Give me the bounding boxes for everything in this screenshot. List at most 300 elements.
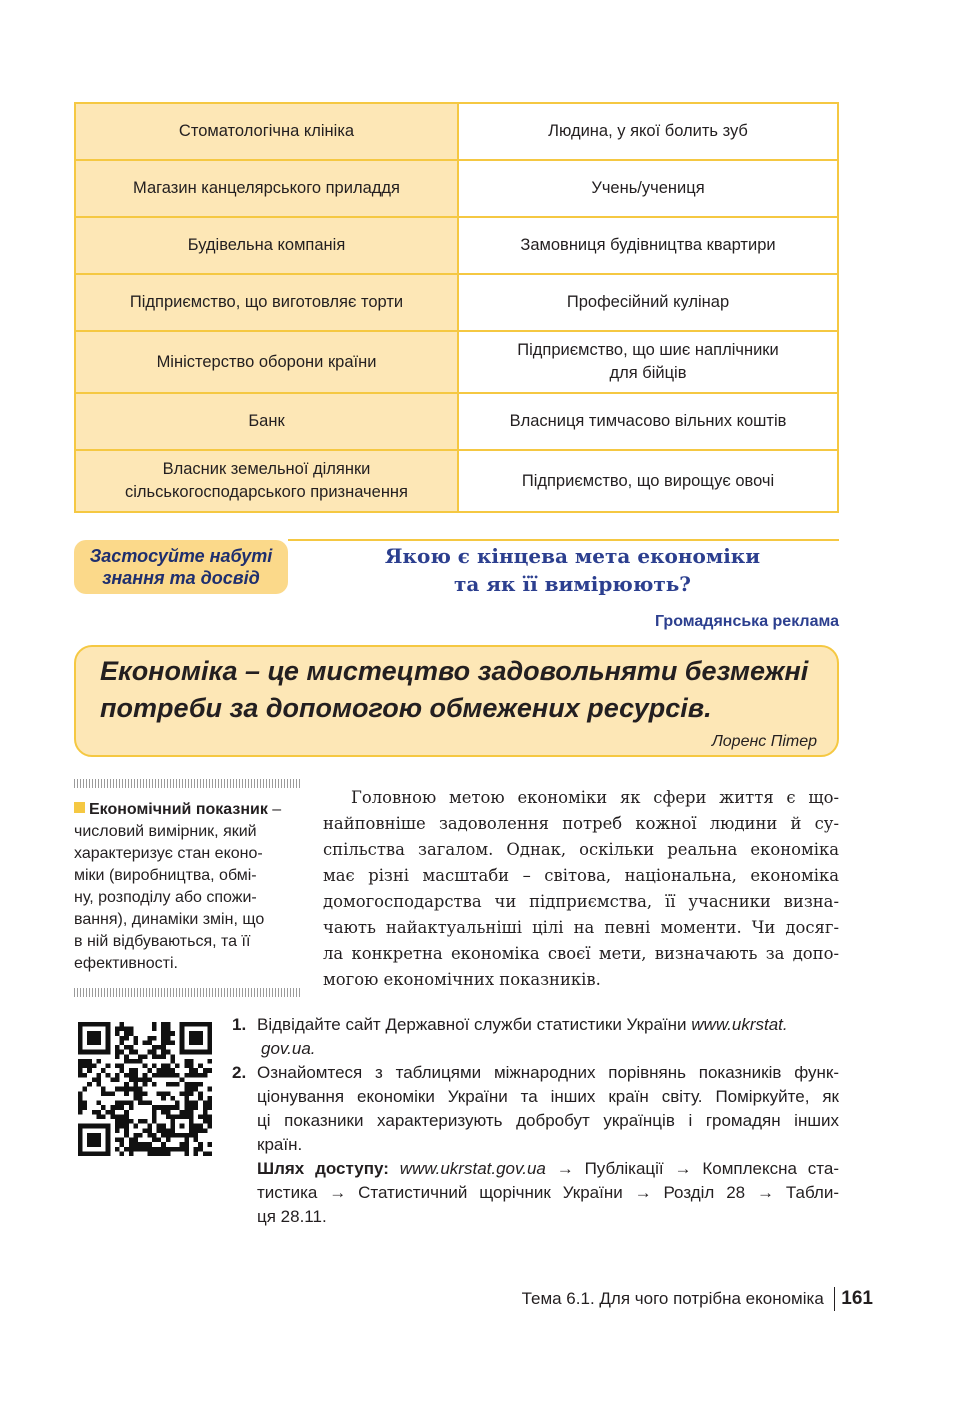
qr-module (207, 1124, 212, 1129)
definition-line: міки (виробництва, обмі- (74, 867, 257, 884)
qr-module (166, 1138, 171, 1143)
qr-module (78, 1101, 83, 1106)
qr-module (184, 1096, 189, 1101)
qr-module (152, 1022, 157, 1027)
qr-module (161, 1128, 166, 1133)
qr-module (180, 1142, 185, 1147)
qr-module (175, 1073, 180, 1078)
qr-module (184, 1110, 189, 1115)
qr-finder-inner (87, 1133, 101, 1147)
badge-line-1: Застосуйте набуті (89, 546, 273, 566)
qr-module (115, 1077, 120, 1082)
cell-text-line: Міністерство оборони країни (156, 352, 377, 371)
qr-module (170, 1031, 175, 1036)
qr-module (207, 1087, 212, 1092)
section-title (330, 542, 815, 598)
qr-module (143, 1040, 148, 1045)
qr-align-inner (180, 1124, 185, 1129)
qr-module (138, 1077, 143, 1082)
qr-module (184, 1091, 189, 1096)
access-path-label: Шлях доступу: (257, 1159, 389, 1178)
qr-module (115, 1119, 120, 1124)
qr-module (161, 1105, 166, 1110)
table-cell-organization (75, 160, 458, 217)
qr-finder-inner (189, 1031, 203, 1045)
qr-module (166, 1082, 171, 1087)
qr-module (120, 1138, 125, 1143)
qr-module (166, 1040, 171, 1045)
qr-module (198, 1124, 203, 1129)
table-cell-organization (75, 331, 458, 393)
qr-module (161, 1091, 166, 1096)
qr-module (115, 1128, 120, 1133)
qr-module (110, 1091, 115, 1096)
qr-module (152, 1050, 157, 1055)
qr-module (152, 1036, 157, 1041)
cell-text-line: для бійців (609, 364, 687, 382)
qr-module (166, 1022, 171, 1027)
qr-module (175, 1064, 180, 1069)
definition-text (74, 821, 301, 975)
paragraph-line: Головною метою економіки як сфери життя є що- (351, 788, 839, 807)
qr-module (129, 1077, 134, 1082)
paragraph-line: має різні масштаби – світова, національна, економіка (323, 866, 839, 885)
qr-module (147, 1050, 152, 1055)
cell-text-line: Підприємство, що вирощує овочі (521, 471, 775, 490)
qr-module (124, 1054, 129, 1059)
qr-module (96, 1077, 101, 1082)
cell-text-line: Стоматологічна клініка (178, 122, 355, 140)
qr-module (124, 1133, 129, 1138)
qr-module (124, 1091, 129, 1096)
qr-module (133, 1050, 138, 1055)
qr-module (152, 1151, 157, 1156)
qr-module (124, 1110, 129, 1115)
qr-module (138, 1091, 143, 1096)
qr-module (124, 1101, 129, 1106)
qr-module (161, 1133, 166, 1138)
qr-module (115, 1147, 120, 1152)
task-2-line: ці показники характеризують добробут українців і громадян інших (257, 1111, 839, 1130)
qr-module (147, 1068, 152, 1073)
qr-module (166, 1050, 171, 1055)
qr-module (115, 1114, 120, 1119)
qr-module (189, 1105, 194, 1110)
qr-module (198, 1096, 203, 1101)
cell-text-line: Підприємство, що шиє наплічники (517, 341, 779, 359)
page-number: 161 (841, 1288, 873, 1309)
qr-module (189, 1064, 194, 1069)
paragraph-line: могою економічних показників. (323, 970, 601, 989)
qr-module (161, 1036, 166, 1041)
qr-module (106, 1064, 111, 1069)
qr-module (203, 1073, 208, 1078)
qr-module (143, 1128, 148, 1133)
qr-module (207, 1114, 212, 1119)
qr-module (124, 1124, 129, 1129)
qr-module (207, 1059, 212, 1064)
qr-module (120, 1027, 125, 1032)
qr-module (194, 1138, 199, 1143)
qr-module (152, 1073, 157, 1078)
qr-module (115, 1124, 120, 1129)
qr-module (124, 1027, 129, 1032)
qr-module (124, 1114, 129, 1119)
access-path-line-1 (257, 1157, 839, 1181)
qr-module (170, 1059, 175, 1064)
definition-line: характеризує стан еконо- (74, 845, 263, 862)
qr-module (166, 1114, 171, 1119)
quote-author: Лоренс Пітер (711, 733, 817, 750)
qr-module (166, 1068, 171, 1073)
qr-module (194, 1133, 199, 1138)
qr-module (133, 1073, 138, 1078)
qr-module (92, 1110, 97, 1115)
qr-module (161, 1022, 166, 1027)
qr-module (115, 1138, 120, 1143)
table-cell-counterpart (458, 160, 838, 217)
qr-module (184, 1138, 189, 1143)
qr-module (184, 1087, 189, 1092)
access-path-link[interactable]: www.ukrstat.gov.ua (399, 1159, 546, 1178)
qr-module (170, 1054, 175, 1059)
qr-module (106, 1110, 111, 1115)
access-path-rest: → Публікації → Комплексна ста- (545, 1159, 839, 1178)
qr-module (198, 1064, 203, 1069)
task-list (232, 1013, 839, 1229)
qr-module (147, 1147, 152, 1152)
qr-module (138, 1147, 143, 1152)
quote-line-1: Економіка – це мистецтво задовольняти безмежні (100, 656, 809, 686)
qr-module (120, 1142, 125, 1147)
qr-module (143, 1101, 148, 1106)
qr-module (194, 1147, 199, 1152)
qr-module (157, 1124, 162, 1129)
qr-module (198, 1091, 203, 1096)
qr-module (101, 1091, 106, 1096)
qr-module (78, 1068, 83, 1073)
table-cell-counterpart (458, 450, 838, 512)
qr-module (152, 1114, 157, 1119)
qr-module (143, 1142, 148, 1147)
qr-module (152, 1064, 157, 1069)
sidebar-top-rule (74, 779, 301, 788)
qr-module (157, 1147, 162, 1152)
qr-module (143, 1147, 148, 1152)
qr-module (110, 1105, 115, 1110)
cell-text-line: Замовниця будівництва квартири (520, 236, 776, 254)
qr-module (203, 1105, 208, 1110)
qr-module (207, 1151, 212, 1156)
qr-module (175, 1082, 180, 1087)
qr-code-icon[interactable] (78, 1022, 212, 1156)
qr-module (157, 1091, 162, 1096)
qr-module (133, 1142, 138, 1147)
qr-module (147, 1101, 152, 1106)
qr-module (161, 1073, 166, 1078)
qr-module (194, 1101, 199, 1106)
qr-module (161, 1068, 166, 1073)
qr-module (124, 1036, 129, 1041)
qr-module (120, 1114, 125, 1119)
qr-module (203, 1101, 208, 1106)
qr-module (96, 1101, 101, 1106)
qr-module (184, 1101, 189, 1106)
qr-module (147, 1124, 152, 1129)
qr-module (152, 1054, 157, 1059)
qr-module (166, 1027, 171, 1032)
qr-module (157, 1151, 162, 1156)
qr-module (120, 1068, 125, 1073)
qr-module (129, 1050, 134, 1055)
qr-module (170, 1068, 175, 1073)
paragraph-line: спільства загалом. Однак, оскільки реальна економіка (323, 840, 839, 859)
qr-module (198, 1082, 203, 1087)
qr-module (92, 1077, 97, 1082)
qr-module (138, 1096, 143, 1101)
qr-module (184, 1142, 189, 1147)
paragraph-line: домогосподарства чи підприємства, її учасники визна- (323, 892, 839, 911)
qr-module (166, 1105, 171, 1110)
qr-module (189, 1082, 194, 1087)
qr-module (203, 1128, 208, 1133)
qr-finder-inner (87, 1031, 101, 1045)
table-cell-organization (75, 450, 458, 512)
qr-module (161, 1040, 166, 1045)
qr-module (143, 1091, 148, 1096)
qr-module (203, 1151, 208, 1156)
qr-module (143, 1064, 148, 1069)
qr-module (129, 1105, 134, 1110)
qr-module (194, 1087, 199, 1092)
ukrstat-link[interactable]: www.ukrstat. (691, 1015, 788, 1034)
qr-module (115, 1105, 120, 1110)
qr-module (138, 1059, 143, 1064)
ukrstat-link-cont[interactable]: gov.ua. (261, 1039, 316, 1058)
qr-module (133, 1087, 138, 1092)
paragraph-line: найповніше задоволення потреб кожної людини й су- (323, 814, 839, 833)
qr-module (180, 1110, 185, 1115)
qr-module (83, 1087, 88, 1092)
cell-text-line: Людина, у якої болить зуб (548, 122, 748, 140)
definition-line: в ній відбуваються, та її (74, 933, 251, 950)
qr-module (129, 1068, 134, 1073)
table-row (75, 217, 838, 274)
cell-text-line: Учень/учениця (591, 179, 705, 197)
table-cell-organization (75, 393, 458, 450)
quote-box (74, 645, 839, 757)
qr-module (207, 1068, 212, 1073)
qr-module (129, 1101, 134, 1106)
qr-module (96, 1114, 101, 1119)
qr-module (147, 1077, 152, 1082)
qr-module (129, 1027, 134, 1032)
qr-module (124, 1059, 129, 1064)
qr-module (120, 1101, 125, 1106)
qr-module (189, 1087, 194, 1092)
quote-line-2: потреби за допомогою обмежених ресурсів. (100, 693, 712, 723)
qr-module (198, 1142, 203, 1147)
section-divider (288, 539, 839, 541)
qr-module (147, 1128, 152, 1133)
qr-module (198, 1114, 203, 1119)
qr-module (147, 1133, 152, 1138)
qr-module (184, 1059, 189, 1064)
definition-line: ефективності. (74, 955, 178, 972)
qr-module (203, 1068, 208, 1073)
task-2-line: ціонування економіки України та інших країн світу. Поміркуйте, як (257, 1087, 839, 1106)
qr-module (161, 1054, 166, 1059)
footer-topic: Тема 6.1. Для чого потрібна економіка (521, 1289, 824, 1308)
qr-module (170, 1105, 175, 1110)
qr-module (83, 1064, 88, 1069)
access-path-line-3: ця 28.11. (257, 1207, 327, 1226)
quote-text (100, 653, 810, 727)
cell-text-line: Магазин канцелярського приладдя (133, 179, 400, 197)
qr-module (184, 1082, 189, 1087)
qr-module (133, 1059, 138, 1064)
qr-module (157, 1068, 162, 1073)
qr-module (184, 1147, 189, 1152)
qr-module (152, 1045, 157, 1050)
match-table (74, 102, 839, 513)
definition-line: вання), динаміки змін, що (74, 911, 265, 928)
task-2-number: 2. (232, 1063, 247, 1082)
bullet-square-icon (74, 802, 85, 813)
qr-module (166, 1036, 171, 1041)
qr-module (120, 1040, 125, 1045)
qr-module (87, 1059, 92, 1064)
qr-module (115, 1073, 120, 1078)
qr-module (124, 1119, 129, 1124)
qr-module (161, 1050, 166, 1055)
paragraph-line: ла конкретна економіка своєї мети, визначають за допо- (323, 944, 839, 963)
definition-first-line (74, 799, 301, 821)
qr-module (83, 1101, 88, 1106)
qr-module (129, 1031, 134, 1036)
qr-module (96, 1082, 101, 1087)
apply-knowledge-badge (74, 540, 288, 594)
qr-module (198, 1073, 203, 1078)
qr-module (115, 1087, 120, 1092)
qr-module (78, 1059, 83, 1064)
qr-module (143, 1119, 148, 1124)
qr-module (189, 1101, 194, 1106)
qr-module (96, 1059, 101, 1064)
qr-module (194, 1082, 199, 1087)
task-2 (232, 1061, 839, 1229)
qr-module (157, 1105, 162, 1110)
qr-module (124, 1128, 129, 1133)
qr-module (170, 1147, 175, 1152)
qr-module (78, 1091, 83, 1096)
qr-module (161, 1027, 166, 1032)
qr-module (115, 1101, 120, 1106)
qr-module (143, 1077, 148, 1082)
qr-module (101, 1068, 106, 1073)
qr-module (175, 1147, 180, 1152)
qr-module (78, 1073, 83, 1078)
qr-module (124, 1082, 129, 1087)
qr-module (189, 1059, 194, 1064)
qr-module (138, 1087, 143, 1092)
qr-module (198, 1128, 203, 1133)
qr-module (175, 1105, 180, 1110)
qr-module (129, 1138, 134, 1143)
qr-module (78, 1105, 83, 1110)
qr-module (106, 1073, 111, 1078)
qr-module (207, 1096, 212, 1101)
qr-module (78, 1064, 83, 1069)
task-1-line-1 (257, 1013, 839, 1037)
table-row (75, 450, 838, 512)
qr-module (96, 1110, 101, 1115)
qr-module (133, 1036, 138, 1041)
qr-module (115, 1064, 120, 1069)
cell-text-line: Власниця тимчасово вільних коштів (509, 412, 787, 430)
table-row (75, 331, 838, 393)
qr-module (115, 1050, 120, 1055)
qr-module (138, 1133, 143, 1138)
qr-module (161, 1064, 166, 1069)
qr-module (115, 1054, 120, 1059)
task-2-text (257, 1061, 839, 1157)
qr-module (152, 1110, 157, 1115)
qr-module (157, 1138, 162, 1143)
qr-module (194, 1068, 199, 1073)
qr-module (194, 1073, 199, 1078)
qr-module (124, 1147, 129, 1152)
footer-separator (834, 1287, 836, 1311)
qr-module (120, 1087, 125, 1092)
qr-module (189, 1091, 194, 1096)
qr-module (166, 1110, 171, 1115)
table-body (75, 103, 838, 512)
qr-module (96, 1073, 101, 1078)
qr-module (138, 1101, 143, 1106)
qr-module (203, 1110, 208, 1115)
task-2-line: Ознайомтеся з таблицями міжнародних порівнянь показників функ- (257, 1063, 839, 1082)
qr-module (120, 1119, 125, 1124)
qr-module (152, 1119, 157, 1124)
qr-module (189, 1073, 194, 1078)
qr-module (189, 1110, 194, 1115)
main-paragraph (323, 785, 839, 993)
cell-text-line: Будівельна компанія (187, 236, 346, 254)
qr-module (129, 1045, 134, 1050)
paragraph-line: чають найактуальніші цілі на певні моменти. Чи досяг- (323, 918, 839, 937)
qr-module (161, 1096, 166, 1101)
qr-module (198, 1147, 203, 1152)
qr-module (124, 1045, 129, 1050)
cell-text-line: Підприємство, що виготовляє торти (129, 293, 404, 311)
qr-module (161, 1031, 166, 1036)
qr-module (143, 1073, 148, 1078)
qr-module (180, 1091, 185, 1096)
qr-module (180, 1147, 185, 1152)
qr-module (101, 1105, 106, 1110)
qr-module (161, 1045, 166, 1050)
qr-module (170, 1073, 175, 1078)
qr-module (161, 1124, 166, 1129)
qr-module (129, 1151, 134, 1156)
definition-term: Економічний показник (89, 801, 268, 818)
qr-module (194, 1124, 199, 1129)
qr-module (184, 1151, 189, 1156)
table-cell-counterpart (458, 217, 838, 274)
qr-module (189, 1068, 194, 1073)
qr-module (129, 1147, 134, 1152)
